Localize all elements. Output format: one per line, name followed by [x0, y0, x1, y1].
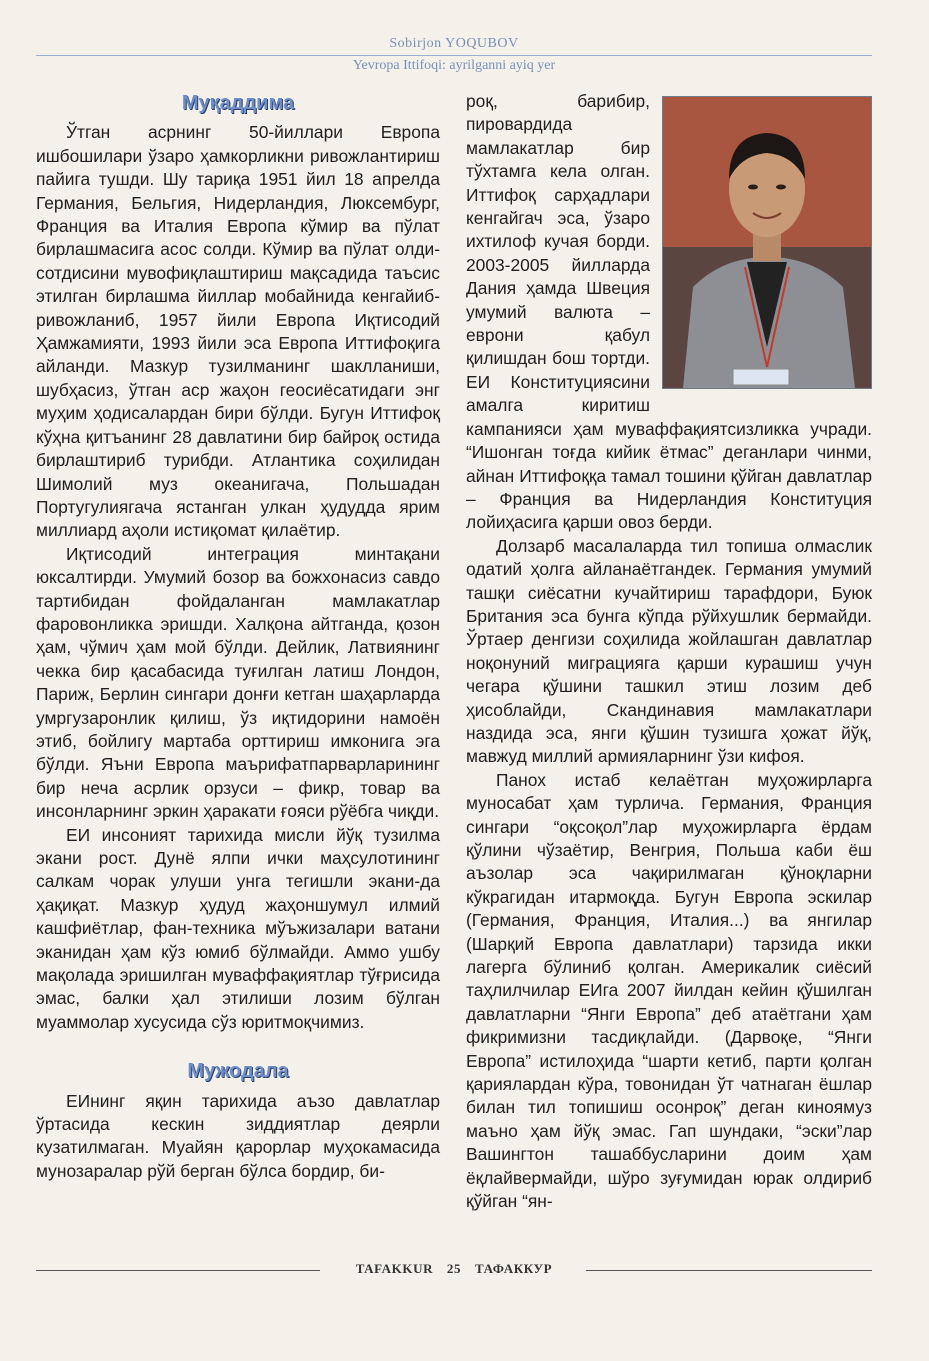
footer-label [326, 1261, 582, 1277]
footer-rule-right [586, 1270, 872, 1271]
conflict-paragraph-3: Панох истаб келаётган муҳожирларга муносабат ҳам турлича. Германия, Франция сингари “оқсоқол”лар муҳожирларга ёрдам қўлини чўзаётир, Венгрия, Польша каби ёш аъзолар эса чақирилмаган қўноқларни кўкрагидан итармоқда. Бугун Европа эскилар (Германия, Франция, Италия...) ва янгилар (Шарқий Европа давлатлари) тарзида икки лагерга бўлиниб қолган. Америкалик сиёсий таҳлилчилар ЕИга 2007 йилдан кейин қўшилган давлатларни “Янги Европа” деб атаётгани ҳам фикримизни тасдиқлайди. (Дарвоқе, “Янги Европа” истилоҳида “шарти кетиб, парти қолган қариялардан кўра, товонидан ўт чатнаган ёшлар билан тил топишиш осонроқ” деган киноямуз маъно ҳам йўқ эмас. Гап шундаки, “эски”лар Вашингтон ташаббусларини доим ҳам ёқлайвермайди, шўро зуғумидан юрак олдириб қўйган “ян- [466, 769, 872, 1212]
intro-paragraph-1: Ўтган асрнинг 50-йиллари Европа ишбошилари ўзаро ҳамкорликни ривожлантириш пайига тушди. Шу тариқа 1951 йил 18 апрелда Германия, Бельгия, Нидерландия, Люксембург, Франция ва Италия Европа кўмир ва пўлат бирлашмасига асос солди. Кўмир ва пўлат олди-сотдисини мувофиқлаштириш мақсадида таъсис этилган бирлашма йиллар мобайнида кенгайиб-ривожланиб, 1957 йили Европа Иқтисодий Ҳамжамияти, 1993 йили эса Европа Иттифоқига айланди. Мазкур тузилманинг шаклланиши, шубҳасиз, ўтган аср жаҳон геосиёсатидаги энг муҳим ҳодисалардан бири бўлди. Бугун Иттифоқ кўҳна қитъанинг 28 давлатини бир байроқ остида бирлаштириб турибди. Атлантика соҳилидан Шимолий муз океанигача, Польшадан Португулиягача ястанган улкан ҳудудда ярим миллиард аҳоли истиқомат қилаётир. [36, 122, 440, 541]
running-header [36, 36, 872, 74]
page-footer [36, 1261, 872, 1281]
conflict-paragraph-1-continued: роқ, барибир, пировардида мамлакатлар бир тўхтамга кела олган. Иттифоқ сарҳадлари кенгайгач эса, ўзаро ихтилоф кучая борди. 2003-2005 йилларда Дания ҳамда Швеция умумий валюта – еврони қабул қилишдан бош тортди. ЕИ Конституциясини амалга киритиш кампанияси ҳам муваффақиятсизликка учради. “Ишонган тоғда кийик ётмас” деганлари чинми, айнан Иттифоққа тамал тошини қўйган давлатлар – Франция ва Нидерландия Конституция лойиҳасига қарши овоз берди. [466, 91, 872, 533]
header-author: Sobirjon YOQUBOV [389, 36, 519, 51]
section-heading-introduction: Муқаддима [181, 92, 295, 114]
footer-magazine-latin: TAFAKKUR [355, 1261, 434, 1276]
right-column [466, 90, 872, 1214]
header-article-title: Yevropa Ittifoqi: ayrilganni ayiq yer [352, 58, 556, 73]
header-rule [36, 55, 872, 56]
conflict-paragraph-2: Долзарб масалаларда тил топиша олмаслик одатий ҳолга айланаётгандек. Германия умумий ташқи сиёсатни кучайтириш тарафдори, Буюк Британия эса бунга кўпда рўйхушлик бермайди. Ўртаер денгизи соҳилида жойлашган давлатлар ноқонуний миграцияга қарши курашиш учун чегара қўшини ташкил этиш лозим деб ҳисоблайди, Скандинавия мамлакатлари наздида эса, янги қўшин тузишга ҳожат йўқ, мавжуд миллий армияларнинг ўзи кифоя. [466, 535, 872, 767]
intro-paragraph-2: Иқтисодий интеграция минтақани юксалтирди. Умумий бозор ва божхонасиз савдо тартибидан фойдаланган мамлакатлар фаровонликка эришди. Халқона айтганда, қозон ҳам, чўмич ҳам мой бўлди. Дейлик, Латвиянинг чекка бир қасабасида туғилган латиш Лондон, Париж, Берлин сингари донғи кетган шаҳарларда умргузаронлик қилиш, ўз иқтидорини намоён этиб, бойлигу мартаба орттириш имконига эга бўлди. Яъни Европа маърифатпарварларининг бир неча асрлик орзуси – фикр, товар ва инсонларнинг эркин ҳаракати ғояси рўёбга чиқди. [36, 543, 440, 822]
page-number: 25 [446, 1261, 462, 1276]
section-heading-conflict: Мужодала [187, 1060, 289, 1083]
intro-paragraph-3: ЕИ инсоният тарихида мисли йўқ тузилма экани рост. Дунё ялпи ички маҳсулотининг салкам чорак улуши унга тегишли экани-да ҳақиқат. Мазкур ҳудуд жаҳоншумул илмий кашфиётлар, фан-техника мўъжизалари ватани эканидан ҳам кўз юмиб бўлмайди. Аммо ушбу мақолада эришилган муваффақиятлар тўғрисида эмас, балки ҳал этилиши лозим бўлган муаммолар хусусида сўз юритмоқчимиз. [36, 824, 440, 1032]
author-photo [662, 96, 872, 389]
conflict-paragraph-1: ЕИнинг яқин тарихида аъзо давлатлар ўртасида кескин зиддиятлар деярли кузатилмаган. Муайян қарорлар муҳокамасида мунозаралар рўй берган бўлса бордир, би- [36, 1090, 440, 1181]
footer-magazine-cyrillic: ТАФАККУР [474, 1261, 553, 1276]
footer-rule-left [36, 1270, 320, 1271]
left-column [36, 90, 440, 1183]
author-portrait-illustration [663, 97, 871, 388]
